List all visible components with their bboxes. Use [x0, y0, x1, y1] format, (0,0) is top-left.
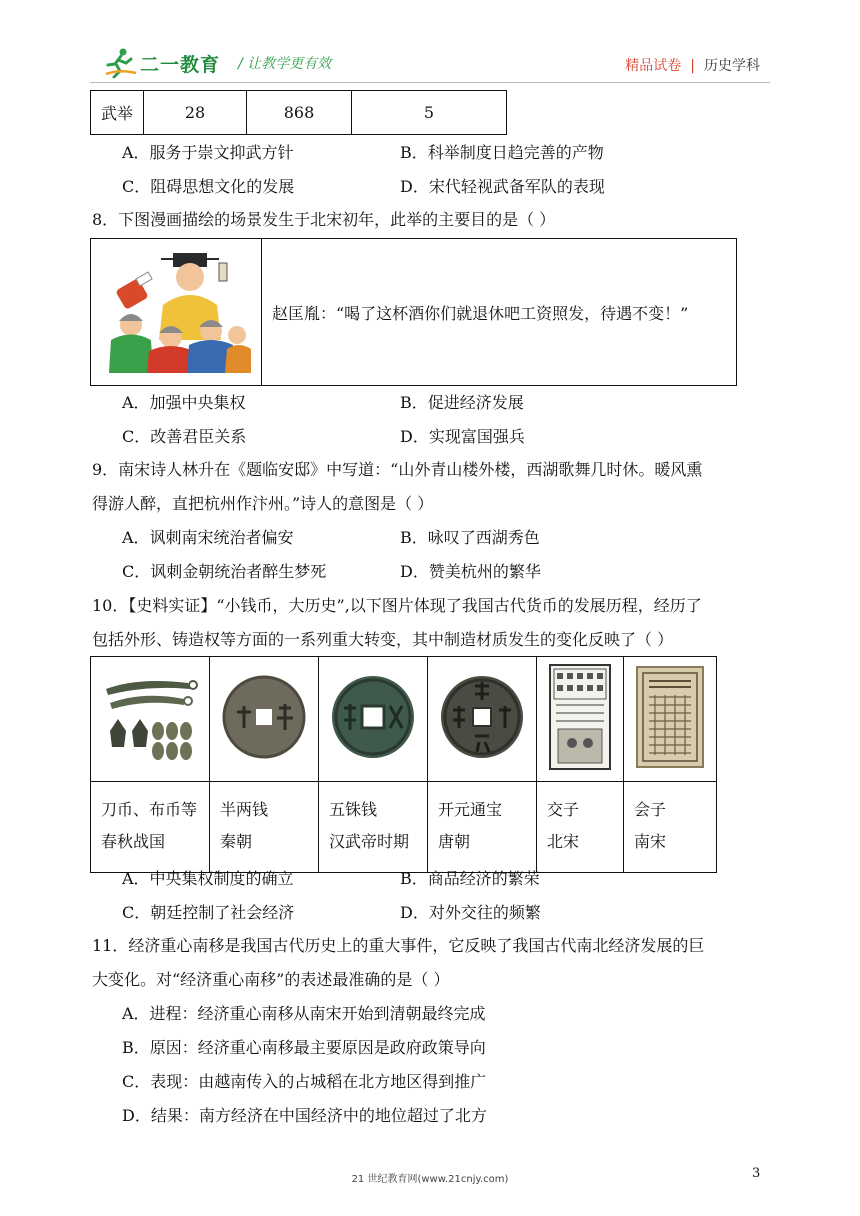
q9-option-a: A．讽刺南宋统治者偏安 [122, 528, 294, 547]
header-subject: 历史学科 [704, 58, 760, 74]
table-row [91, 239, 737, 386]
image-cell [428, 657, 537, 782]
jiaozi-banknote-icon [548, 663, 612, 771]
page-number: 3 [752, 1166, 761, 1181]
q8-option-a: A．加强中央集权 [122, 393, 246, 412]
currency-era: 北宋 [547, 832, 580, 851]
currency-label-cell [91, 782, 210, 873]
q10-stem-line1: 10．【史料实证】“小钱币，大历史”,以下图片体现了我国古代货币的发展历程，经历了 [92, 596, 702, 615]
currency-name: 刀币、布币等 [101, 800, 198, 819]
knife-spade-coins-icon [98, 669, 202, 765]
brand-name: 二一教育 [140, 53, 221, 76]
q8-table [90, 238, 737, 386]
currency-name: 五铢钱 [329, 800, 378, 819]
currency-era: 汉武帝时期 [329, 832, 410, 851]
image-cell [624, 657, 717, 782]
q11-stem-line2: 大变化。对“经济重心南移”的表述最准确的是（ ） [92, 970, 450, 989]
table-row [91, 91, 507, 135]
currency-era: 唐朝 [438, 832, 471, 851]
q8-option-c: C．改善君臣关系 [122, 427, 247, 446]
q11-stem-line1: 11．经济重心南移是我国古代历史上的重大事件，它反映了我国古代南北经济发展的巨 [92, 936, 705, 955]
q10-option-a: A．中央集权制度的确立 [122, 869, 294, 888]
currency-era: 秦朝 [220, 832, 253, 851]
header-label: 精品试卷 [625, 58, 682, 74]
q9-stem-line2: 得游人醉，直把杭州作汴州。”诗人的意图是（ ） [92, 494, 434, 513]
q7-option-c: C．阻碍思想文化的发展 [122, 177, 295, 196]
currency-label-cell [210, 782, 319, 873]
q7-option-d: D．宋代轻视武备军队的表现 [400, 177, 605, 196]
table-cell: 5 [352, 91, 507, 135]
footer-site: 21 世纪教育网(www.21cnjy.com) [351, 1174, 509, 1185]
q10-option-c: C．朝廷控制了社会经济 [122, 903, 295, 922]
q8-stem: 8．下图漫画描绘的场景发生于北宋初年，此举的主要目的是（ ） [92, 210, 556, 229]
q9-option-b: B．咏叹了西湖秀色 [400, 528, 540, 547]
slogan: / 让教学更有效 [238, 56, 332, 72]
logo [102, 46, 331, 80]
q11-option-c: C．表现：由越南传入的占城稻在北方地区得到推广 [122, 1072, 487, 1091]
image-cell [319, 657, 428, 782]
table-row [91, 657, 717, 782]
q11-option-a: A．进程：经济重心南移从南宋开始到清朝最终完成 [122, 1004, 486, 1023]
currency-table [90, 656, 717, 873]
q7-option-b: B．科举制度日趋完善的产物 [400, 143, 604, 162]
table-cell: 868 [247, 91, 352, 135]
cartoon-cell [91, 239, 262, 386]
kaiyuan-coin-icon [437, 672, 527, 762]
currency-era: 春秋战国 [101, 832, 166, 851]
table-row [91, 782, 717, 873]
q11-option-b: B．原因：经济重心南移最主要原因是政府政策导向 [122, 1038, 486, 1057]
currency-label-cell [537, 782, 624, 873]
exam-table-continued [90, 90, 507, 135]
q11-option-d: D．结果：南方经济在中国经济中的地位超过了北方 [122, 1106, 487, 1125]
q10-option-b: B．商品经济的繁荣 [400, 869, 540, 888]
currency-label-cell [624, 782, 717, 873]
currency-name: 半两钱 [220, 800, 269, 819]
image-cell [91, 657, 210, 782]
quote-cell [262, 239, 737, 386]
image-cell [537, 657, 624, 782]
q8-quote: 赵匡胤：“喝了这杯酒你们就退休吧工资照发，待遇不变！” [272, 303, 689, 323]
banquet-cartoon-icon [101, 245, 251, 375]
runner-logo-icon [102, 47, 138, 79]
wuzhu-coin-icon [328, 672, 418, 762]
currency-name: 开元通宝 [438, 800, 503, 819]
q10-option-d: D．对外交往的频繁 [400, 903, 541, 922]
huizi-banknote-icon [635, 665, 705, 769]
header-separator: | [690, 58, 695, 74]
q8-option-d: D．实现富国强兵 [400, 427, 525, 446]
q7-option-a: A．服务于崇文抑武方针 [122, 143, 294, 162]
header-divider [90, 82, 770, 83]
banliang-coin-icon [219, 672, 309, 762]
currency-era: 南宋 [634, 832, 667, 851]
q9-stem-line1: 9．南宋诗人林升在《题临安邸》中写道：“山外青山楼外楼，西湖歌舞几时休。暖风熏 [92, 460, 703, 479]
image-cell [210, 657, 319, 782]
q10-stem-line2: 包括外形、铸造权等方面的一系列重大转变，其中制造材质发生的变化反映了（ ） [92, 630, 674, 649]
table-cell: 武举 [91, 91, 144, 135]
currency-label-cell [428, 782, 537, 873]
currency-label-cell [319, 782, 428, 873]
q9-option-c: C．讽刺金朝统治者醉生梦死 [122, 562, 327, 581]
currency-name: 交子 [547, 800, 580, 819]
currency-name: 会子 [634, 800, 667, 819]
q8-option-b: B．促进经济发展 [400, 393, 524, 412]
header-right [625, 55, 760, 75]
table-cell: 28 [144, 91, 247, 135]
q9-option-d: D．赞美杭州的繁华 [400, 562, 541, 581]
page-header [0, 0, 860, 90]
